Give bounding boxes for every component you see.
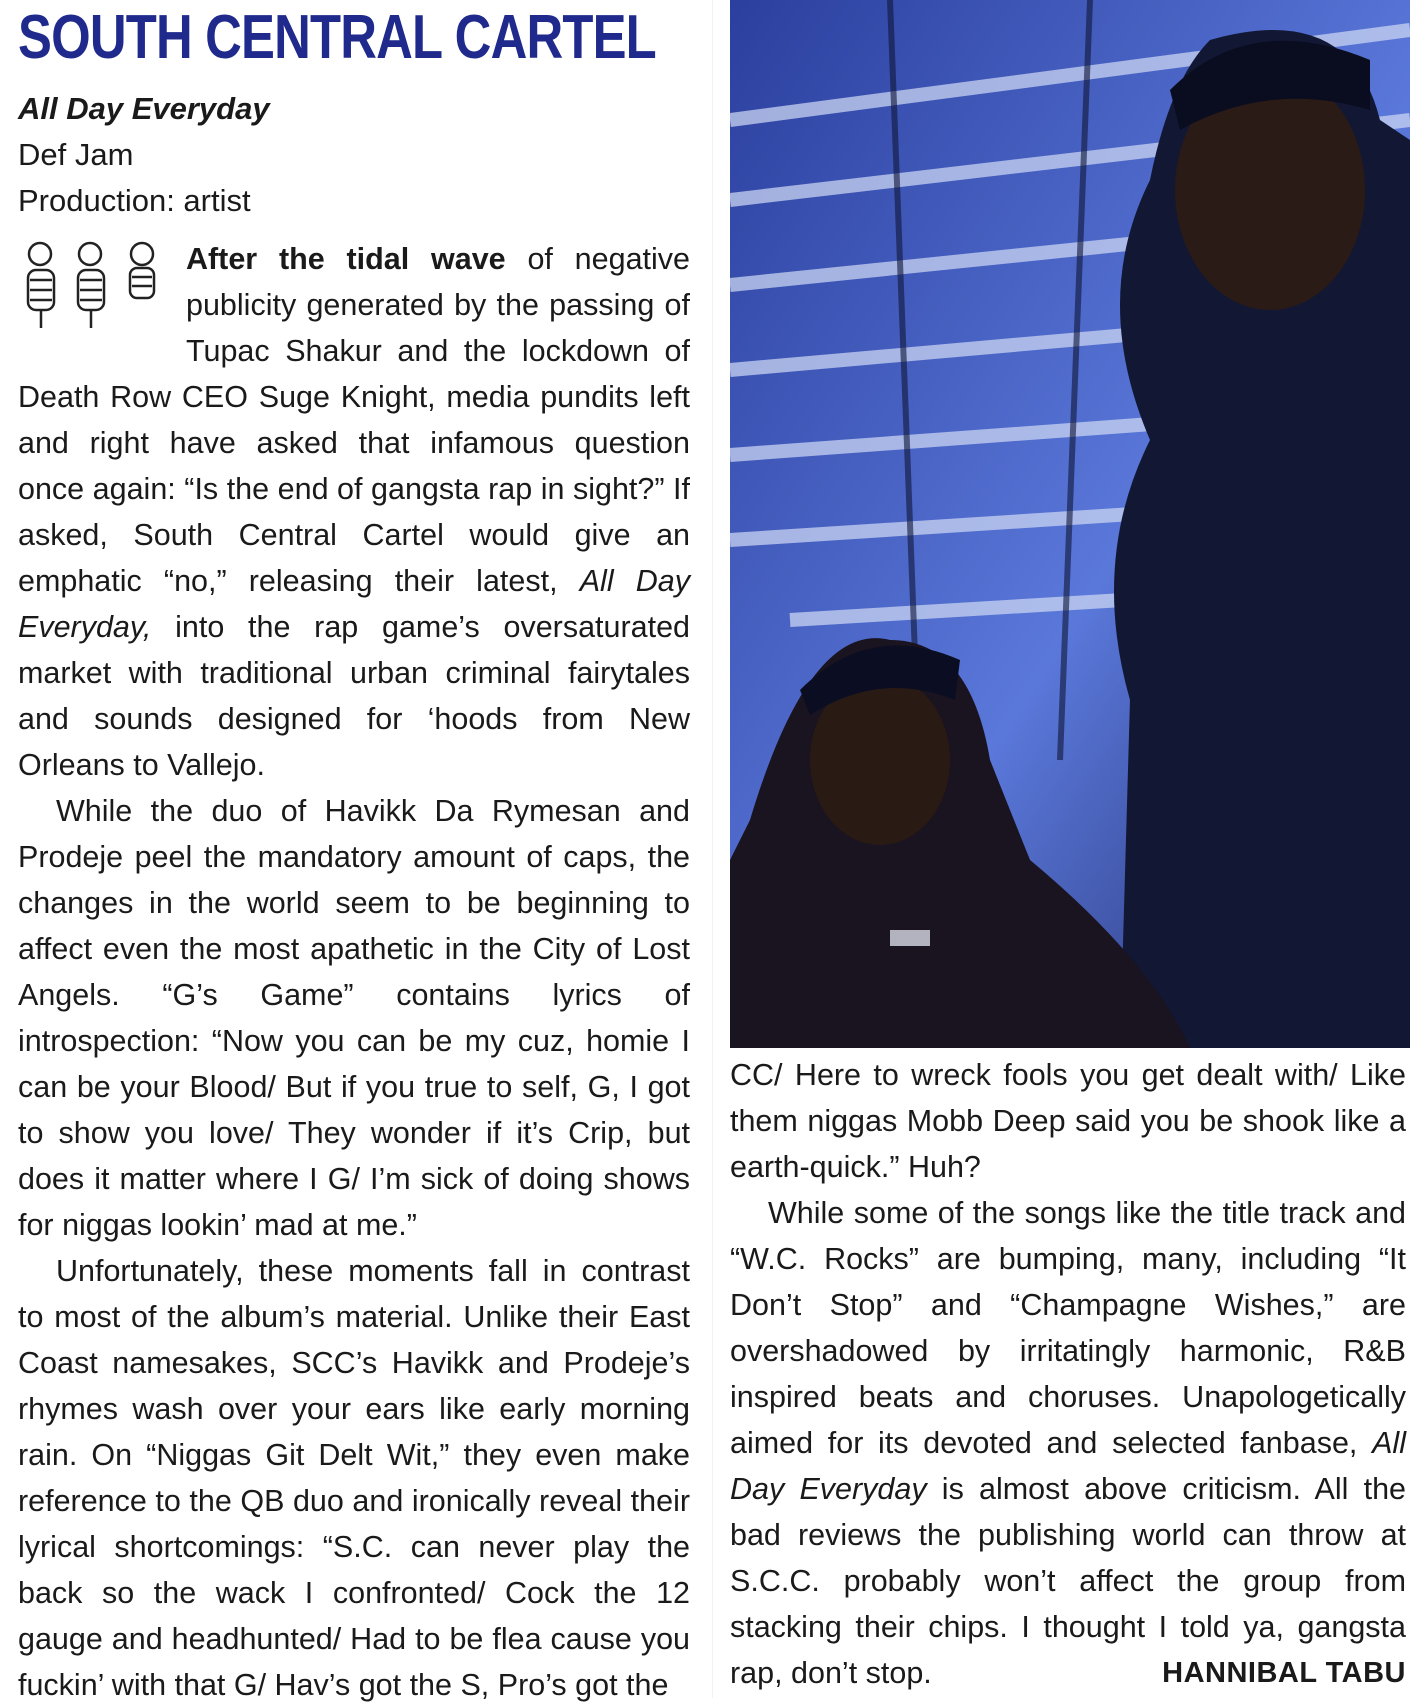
byline: HANNIBAL TABU — [1162, 1657, 1406, 1689]
lead-in: After the tidal wave — [186, 242, 506, 276]
record-label: Def Jam — [18, 137, 134, 172]
paragraph-1-text-a: of negative publicity generated by the passing of Tupac Shakur and the lockdown of Death Row CEO Suge Knight, media pundits left and right have asked that infamous question once again: “Is the end of gangsta rap in sight?” If asked, South Central Cartel would give an emphatic “no,” releasing their latest, — [18, 242, 690, 598]
album-reference-2: All Day Everyday — [730, 1426, 1406, 1506]
artist-title: SOUTH CENTRAL CARTEL — [18, 3, 656, 72]
paragraph-3-continued: CC/ Here to wreck fools you get dealt with/ Like them niggas Mobb Deep said you be shook like a earth-quick.” Huh? — [730, 1058, 1406, 1184]
production-credit: Production: artist — [18, 183, 251, 218]
artist-photo — [730, 0, 1410, 1048]
paragraph-4-text-a: While some of the songs like the title track and “W.C. Rocks” are bumping, many, including “It Don’t Stop” and “Champagne Wishes,” are overshadowed by irritatingly harmonic, R&B inspired beats and choruses. Unapologetically aimed for its devoted and selected fanbase, — [730, 1196, 1406, 1460]
paragraph-4 — [730, 1190, 1406, 1696]
album-title: All Day Everyday — [18, 91, 270, 126]
microphone-fist-icon — [130, 243, 154, 298]
paragraph-1-text-b: into the rap game’s oversaturated market with traditional urban criminal fairytales and sounds designed for ‘hoods from New Orleans to Vallejo. — [18, 610, 690, 782]
paragraph-4-text-b: is almost above criticism. All the bad reviews the publishing world can throw at S.C.C. probably won’t affect the group from stacking their chips. I thought I told ya, gangsta rap, don’t stop. — [730, 1472, 1406, 1690]
album-reference: All Day Everyday, — [18, 564, 690, 644]
paragraph-3: Unfortunately, these moments fall in contrast to most of the album’s material. Unlike their East Coast namesakes, SCC’s Havikk and Prodeje’s rhymes wash over your ears like early morning rain. On “Niggas Git Delt Wit,” they even make reference to the QB duo and ironically reveal their lyrical shortcomings: “S.C. can never play the back so the wack I confronted/ Cock the 12 gauge and headhunted/ Had to be flea cause you fuckin’ with that G/ Hav’s got the S, Pro’s got the — [18, 1254, 690, 1702]
right-column — [730, 1052, 1406, 1696]
column-gutter — [712, 0, 713, 1698]
microphone-fist-icon — [78, 243, 104, 328]
rating-mics — [18, 240, 176, 336]
microphone-fist-icon — [28, 243, 54, 328]
review-body — [18, 236, 690, 1708]
paragraph-2: While the duo of Havikk Da Rymesan and Prodeje peel the mandatory amount of caps, the changes in the world seem to be beginning to affect even the most apathetic in the City of Lost Angels. “G’s Game” contains lyrics of introspection: “Now you can be my cuz, homie I can be your Blood/ But if you true to self, G, I got to show you love/ They wonder if it’s Crip, but does it matter where I G/ I’m sick of doing shows for niggas lookin’ mad at me.” — [18, 794, 690, 1242]
photo-illustration — [730, 0, 1410, 1048]
left-column — [18, 0, 690, 1708]
